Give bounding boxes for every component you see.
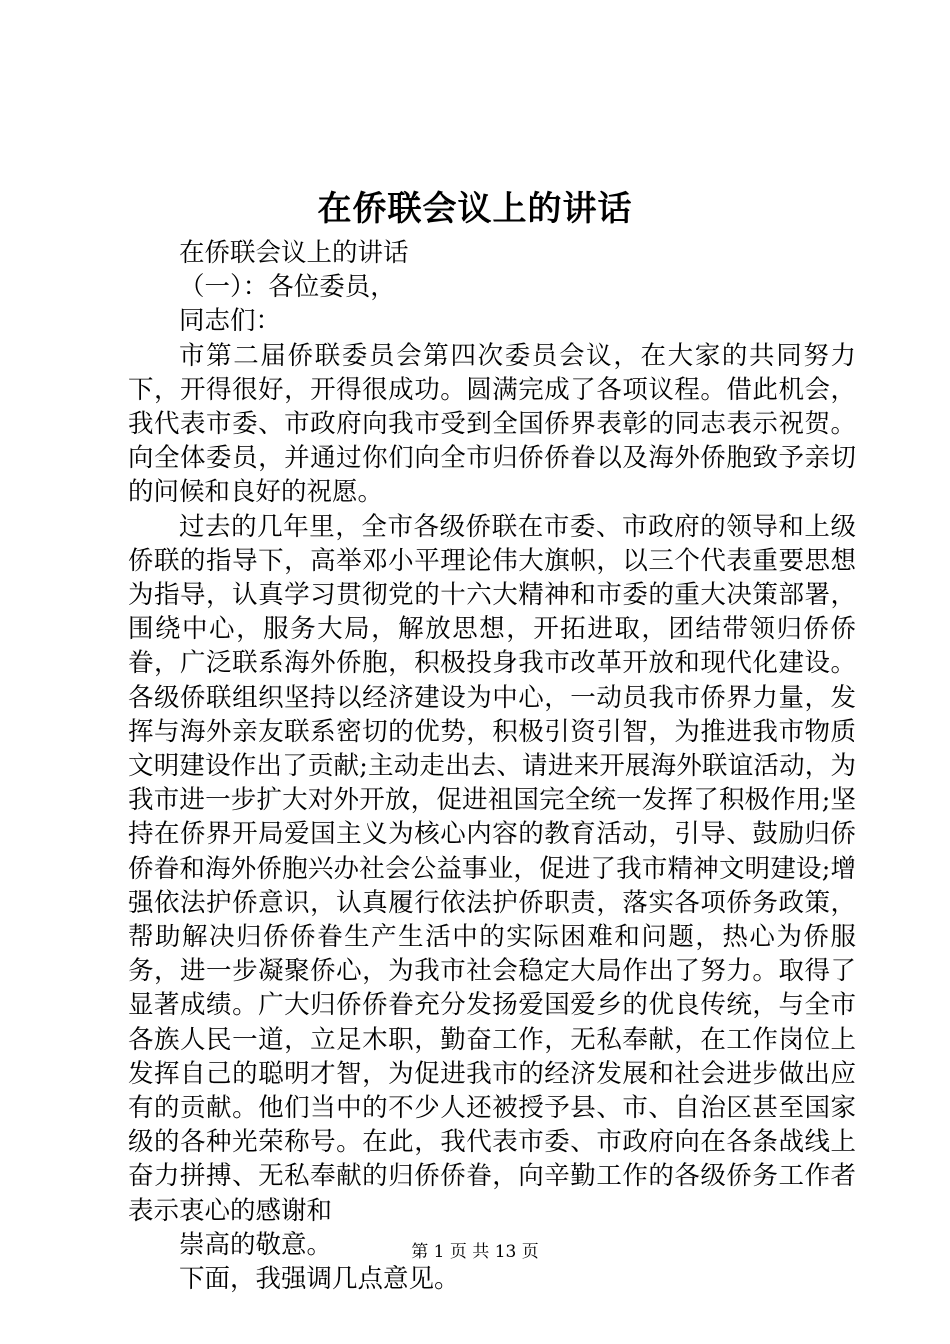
document-title: 在侨联会议上的讲话 <box>317 189 633 229</box>
page-number: 第 1 页 共 13 页 <box>411 1242 539 1262</box>
document-body <box>128 236 856 1296</box>
body-paragraph: 下面，我强调几点意见。 <box>179 1264 460 1295</box>
body-paragraph: 在侨联会议上的讲话 <box>179 238 409 268</box>
body-paragraph: （一）：各位委员， <box>179 272 396 303</box>
body-paragraph: 崇高的敬意。 <box>179 1229 333 1260</box>
body-paragraph: 过去的几年里，全市各级侨联在市委、市政府的领导和上级侨联的指导下，高举邓小平理论伟大旗帜，以三个代表重要思想为指导，认真学习贯彻党的十六大精神和市委的重大决策部署，围绕中心，服务大局，解放思想，开拓进取，团结带领归侨侨眷，广泛联系海外侨胞，积极投身我市改革开放和现代化建设。各级侨联组织坚持以经济建设为中心，一动员我市侨界力量，发挥与海外亲友联系密切的优势，积极引资引智，为推进我市物质文明建设作出了贡献;主动走出去、请进来开展海外联谊活动，为我市进一步扩大对外开放，促进祖国完全统一发挥了积极作用;坚持在侨界开局爱国主义为核心内容的教育活动，引导、鼓励归侨侨眷和海外侨胞兴办社会公益事业，促进了我市精神文明建设;增强依法护侨意识，认真履行依法护侨职责，落实各项侨务政策，帮助解决归侨侨眷生产生活中的实际困难和问题，热心为侨服务，进一步凝聚侨心，为我市社会稳定大局作出了努力。取得了显著成绩。广大归侨侨眷充分发扬爱国爱乡的优良传统，与全市各族人民一道，立足木职，勤奋工作，无私奉献，在工作岗位上发挥自己的聪明才智，为促进我市的经济发展和社会进步做出应有的贡献。他们当中的不少人还被授予县、市、自治区甚至国家级的各种光荣称号。在此，我代表市委、市政府向在各条战线上奋力拼搏、无私奉献的归侨侨眷，向辛勤工作的各级侨务工作者表示衷心的感谢和 <box>128 511 856 1226</box>
body-paragraph: 市第二届侨联委员会第四次委员会议，在大家的共同努力下，开得很好，开得很成功。圆满完成了各项议程。借此机会，我代表市委、市政府向我市受到全国侨界表彰的同志表示祝贺。向全体委员，并通过你们向全市归侨侨眷以及海外侨胞致予亲切的问候和良好的祝愿。 <box>128 340 856 508</box>
body-paragraph: 同志们： <box>179 306 282 337</box>
